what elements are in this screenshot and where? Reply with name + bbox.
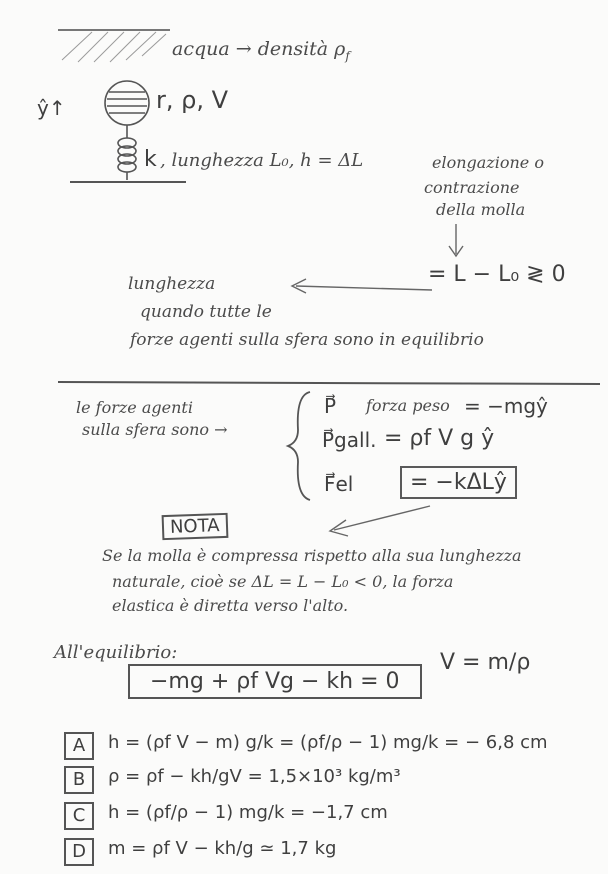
arrow-to-note bbox=[330, 506, 430, 536]
forces-intro-1: le forze agenti bbox=[76, 398, 193, 417]
length-caption-1: lunghezza bbox=[128, 274, 216, 294]
weight-force-name: forza peso bbox=[366, 396, 450, 415]
arrow-to-caption bbox=[292, 279, 432, 293]
buoyancy-force-symbol: P⃗gall. bbox=[322, 428, 377, 452]
answer-d-label: D bbox=[64, 838, 94, 866]
answer-b-expression: ρ = ρf − kh/gV = 1,5×10³ kg/m³ bbox=[108, 766, 401, 787]
spring-description: , lunghezza L₀, h = ΔL bbox=[160, 150, 364, 171]
note-line-2: naturale, cioè se ΔL = L − L₀ < 0, la forza bbox=[112, 572, 454, 591]
buoyancy-force-expression: = ρf V g ŷ bbox=[384, 426, 495, 451]
compression-note-line-2: contrazione bbox=[424, 178, 520, 197]
answer-c-expression: h = (ρf/ρ − 1) mg/k = −1,7 cm bbox=[108, 802, 388, 823]
elastic-force-expression: = −kΔLŷ bbox=[400, 466, 517, 499]
volume-relation: V = m/ρ bbox=[440, 650, 531, 675]
answer-d-expression: m = ρf V − kh/g ≃ 1,7 kg bbox=[108, 838, 337, 859]
spring-constant-label: k bbox=[144, 147, 157, 172]
answer-b-label: B bbox=[64, 766, 94, 794]
length-condition: = L − L₀ ≷ 0 bbox=[428, 262, 566, 287]
sphere-sketch bbox=[105, 81, 149, 125]
forces-intro-2: sulla sfera sono → bbox=[82, 420, 228, 439]
water-density-label: acqua → densità $\rho_f$ bbox=[172, 38, 350, 63]
length-caption-2: quando tutte le bbox=[140, 302, 272, 322]
water-surface-hatch bbox=[58, 30, 170, 62]
forces-brace bbox=[288, 392, 310, 500]
nota-badge: NOTA bbox=[162, 513, 228, 540]
equilibrium-title: All'equilibrio: bbox=[54, 642, 178, 663]
weight-force-symbol: P⃗ bbox=[324, 394, 337, 418]
compression-note-line-1: elongazione o bbox=[432, 153, 544, 172]
length-caption-3: forze agenti sulla sfera sono in equilibrio bbox=[130, 330, 484, 350]
y-axis-label: ŷ↑ bbox=[37, 96, 66, 120]
answer-a-label: A bbox=[64, 732, 94, 760]
weight-force-expression: = −mgŷ bbox=[464, 394, 548, 418]
note-line-1: Se la molla è compressa rispetto alla sua lunghezza bbox=[102, 546, 522, 565]
answer-c-label: C bbox=[64, 802, 94, 830]
sphere-properties: r, ρ, V bbox=[156, 86, 229, 114]
equilibrium-equation: −mg + ρf Vg − kh = 0 bbox=[128, 664, 422, 699]
elastic-force-symbol: F⃗el bbox=[324, 472, 354, 496]
note-line-3: elastica è diretta verso l'alto. bbox=[112, 596, 349, 615]
compression-note-line-3: della molla bbox=[436, 200, 526, 219]
arrow-to-length bbox=[449, 224, 463, 256]
answer-a-expression: h = (ρf V − m) g/k = (ρf/ρ − 1) mg/k = − 6,8 cm bbox=[108, 732, 548, 753]
section-divider bbox=[58, 382, 600, 384]
